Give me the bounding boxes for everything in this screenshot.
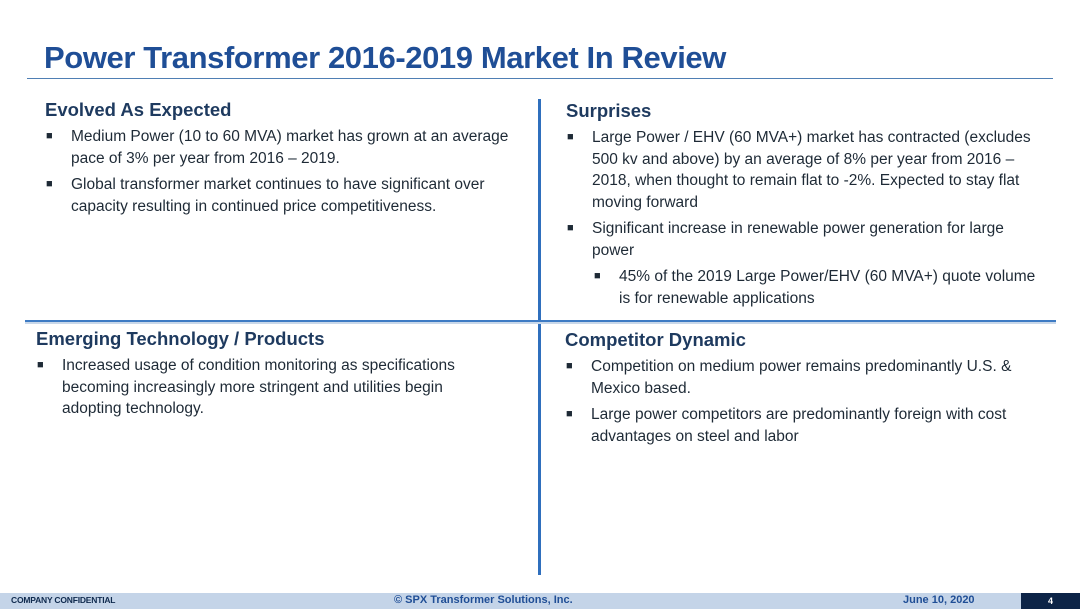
horizontal-divider — [25, 320, 1056, 322]
footer-date: June 10, 2020 — [903, 594, 975, 606]
bullet-text: Increased usage of condition monitoring as specifications becoming increasingly more stringent and utilities begin adopting technology. — [62, 357, 455, 417]
slide-title: Power Transformer 2016-2019 Market In Review — [44, 40, 726, 75]
page-number: 4 — [1021, 593, 1080, 609]
title-divider — [27, 78, 1053, 79]
list-item — [45, 126, 525, 169]
square-bullet-icon: ■ — [566, 408, 573, 420]
quadrant-competitor-dynamic — [565, 329, 1045, 452]
quadrant-surprises — [566, 100, 1041, 314]
square-bullet-icon: ■ — [594, 270, 601, 282]
bullet-text: Global transformer market continues to have significant over capacity resulting in continued price competitiveness. — [71, 176, 485, 215]
list-item — [566, 127, 1041, 213]
bullet-text: Large Power / EHV (60 MVA+) market has contracted (excludes 500 kv and above) by an average of 8% per year from 2016 – 2018, when thought to remain flat to -2%. Expected to stay flat moving forward — [592, 129, 1031, 211]
list-item — [565, 356, 1045, 399]
quadrant-evolved-as-expected — [45, 99, 525, 222]
section-heading: Competitor Dynamic — [565, 329, 746, 350]
square-bullet-icon: ■ — [567, 222, 574, 234]
square-bullet-icon: ■ — [566, 360, 573, 372]
square-bullet-icon: ■ — [46, 130, 53, 142]
bullet-list — [36, 355, 506, 420]
list-item — [566, 218, 1041, 261]
list-item — [45, 174, 525, 217]
section-heading: Surprises — [566, 100, 652, 121]
bullet-text: Competition on medium power remains predominantly U.S. & Mexico based. — [591, 358, 1012, 397]
bullet-text: Significant increase in renewable power generation for large power — [592, 220, 1004, 259]
section-heading: Evolved As Expected — [45, 99, 232, 120]
square-bullet-icon: ■ — [567, 131, 574, 143]
section-heading: Emerging Technology / Products — [36, 328, 325, 349]
list-item — [565, 404, 1045, 447]
confidential-label: COMPANY CONFIDENTIAL — [11, 595, 116, 605]
bullet-text: 45% of the 2019 Large Power/EHV (60 MVA+) quote volume is for renewable applications — [619, 268, 1036, 307]
bullet-list — [45, 126, 525, 217]
copyright-text: © SPX Transformer Solutions, Inc. — [394, 594, 573, 606]
quadrant-emerging-technology — [36, 328, 506, 425]
sub-list-item — [593, 266, 1041, 309]
vertical-divider — [538, 99, 541, 575]
bullet-text: Medium Power (10 to 60 MVA) market has grown at an average pace of 3% per year from 2016 – 2019. — [71, 128, 509, 167]
square-bullet-icon: ■ — [37, 359, 44, 371]
bullet-list — [565, 356, 1045, 447]
square-bullet-icon: ■ — [46, 178, 53, 190]
bullet-list — [566, 127, 1041, 309]
horizontal-divider-shadow — [25, 322, 1056, 324]
bullet-text: Large power competitors are predominantly foreign with cost advantages on steel and labor — [591, 406, 1007, 445]
list-item — [36, 355, 506, 420]
footer-bar — [0, 593, 1080, 609]
